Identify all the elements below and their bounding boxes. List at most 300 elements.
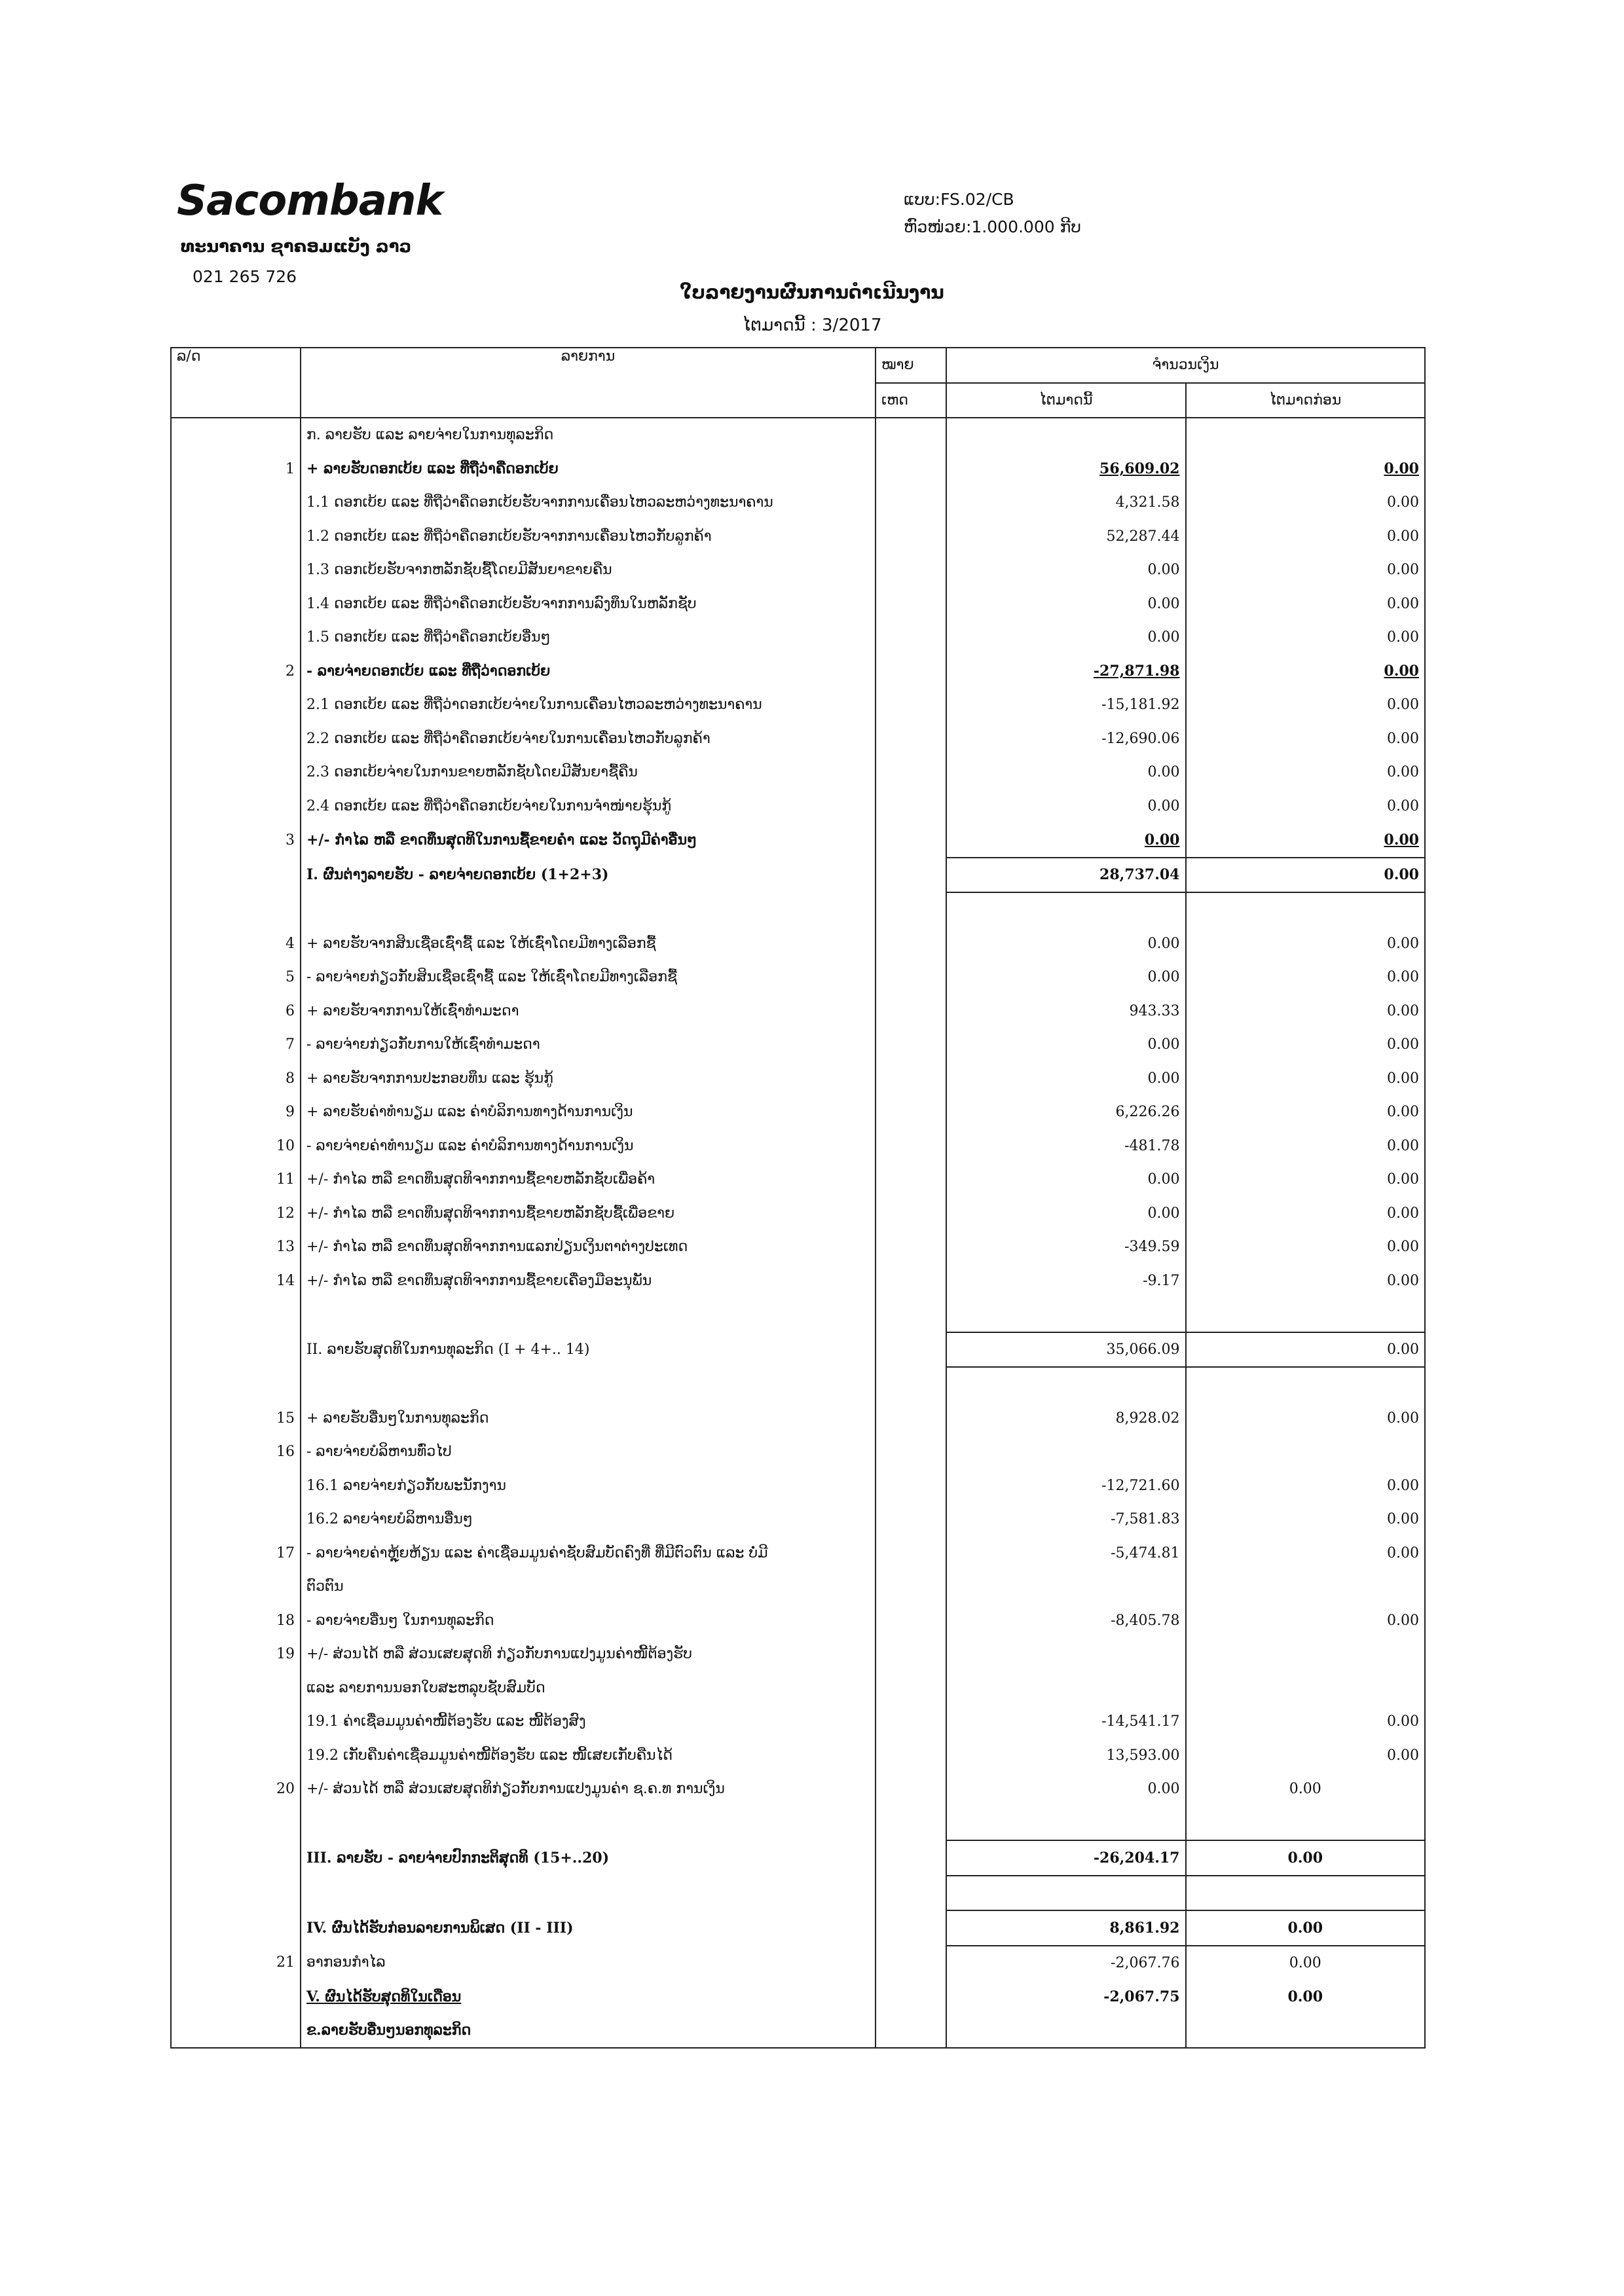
row-note <box>876 1806 946 1841</box>
row-description-text: III. ລາຍຮັບ - ລາຍຈ່າຍປົກກະຕິສຸດທິ (15+..20) <box>306 1849 610 1867</box>
row-note <box>876 1197 946 1231</box>
row-current-value <box>946 994 1186 1029</box>
row-current-value-text: -7,581.83 <box>1111 1511 1180 1528</box>
row-number <box>171 1163 301 1197</box>
row-description-text: 2.4 ດອກເບ້ຍ ແລະ ທີ່ຖືວ່າຄືດອກເບ້ຍຈ່າຍໃນການຈຳໜ່າຍຮຸ້ນກູ້ <box>306 797 672 814</box>
row-note <box>876 1537 946 1571</box>
row-number <box>171 418 301 452</box>
row-description-text: IV. ຜົນໄດ້ຮັບກ່ອນລາຍການພິເສດ (II - III) <box>306 1919 574 1937</box>
row-previous-value-text: 0.00 <box>1387 629 1419 646</box>
row-number-text: 3 <box>286 831 295 848</box>
header-note-2: ເຫດ <box>876 383 946 418</box>
row-description <box>301 790 876 824</box>
row-previous-value-text: 0.00 <box>1387 1713 1419 1730</box>
row-previous-value-text: 0.00 <box>1387 562 1419 579</box>
row-note <box>876 1402 946 1436</box>
table-row <box>171 960 1425 994</box>
row-description-text: ກ. ລາຍຮັບ ແລະ ລາຍຈ່າຍໃນການທຸລະກິດ <box>306 427 554 444</box>
row-note <box>876 1739 946 1773</box>
row-number-text: 8 <box>286 1070 295 1087</box>
row-description <box>301 1604 876 1638</box>
row-current-value <box>946 1332 1186 1368</box>
row-number <box>171 1402 301 1436</box>
row-previous-value-text: 0.00 <box>1387 1205 1419 1222</box>
row-current-value <box>946 722 1186 756</box>
row-description <box>301 1230 876 1264</box>
row-description <box>301 892 876 927</box>
row-note <box>876 1946 946 1980</box>
row-number-text: 9 <box>286 1104 295 1121</box>
row-previous-value-text: 0.00 <box>1384 663 1419 680</box>
row-current-value <box>946 823 1186 858</box>
row-description-text: ອາກອນກຳໄລ <box>306 1954 386 1971</box>
row-number <box>171 1570 301 1604</box>
row-description <box>301 994 876 1029</box>
row-current-value <box>946 1197 1186 1231</box>
row-current-value-text: 28,737.04 <box>1099 866 1180 884</box>
row-note <box>876 621 946 655</box>
row-description-text: 1.2 ດອກເບ້ຍ ແລະ ທີ່ຖືວ່າຄືດອກເບ້ຍຮັບຈາກການເຄື່ອນໄຫວກັບລູກຄ້າ <box>306 528 712 545</box>
table-row <box>171 892 1425 927</box>
row-current-value-text: 0.00 <box>1147 1036 1180 1053</box>
row-description <box>301 960 876 994</box>
row-note <box>876 2014 946 2049</box>
row-note <box>876 520 946 554</box>
row-current-value <box>946 1129 1186 1163</box>
row-previous-value-text: 0.00 <box>1387 595 1419 612</box>
row-previous-value <box>1186 520 1426 554</box>
table-row <box>171 452 1425 486</box>
row-current-value-text: 4,321.58 <box>1115 494 1180 511</box>
row-description-text: - ລາຍຈ່າຍກ່ຽວກັບການໃຫ້ເຊົ່າທຳມະດາ <box>306 1036 540 1053</box>
row-description-text: + ລາຍຮັບຄ່າທຳນຽມ ແລະ ຄ່າບໍລິການທາງດ້ານການເງິນ <box>306 1104 633 1121</box>
row-number <box>171 1435 301 1469</box>
row-previous-value <box>1186 1264 1426 1298</box>
row-note <box>876 823 946 858</box>
row-previous-value <box>1186 1129 1426 1163</box>
row-note <box>876 1840 946 1876</box>
row-current-value <box>946 486 1186 520</box>
row-previous-value <box>1186 1197 1426 1231</box>
row-current-value <box>946 1637 1186 1671</box>
row-number <box>171 1637 301 1671</box>
row-note <box>876 1876 946 1911</box>
row-number <box>171 1062 301 1096</box>
row-current-value-text: 0.00 <box>1147 595 1180 612</box>
row-number <box>171 1537 301 1571</box>
row-number <box>171 1806 301 1841</box>
row-previous-value-text: 0.00 <box>1387 1612 1419 1629</box>
row-previous-value-text: 0.00 <box>1289 1781 1321 1798</box>
row-current-value-text: 8,928.02 <box>1115 1410 1180 1427</box>
table-row <box>171 1604 1425 1638</box>
row-current-value <box>946 1840 1186 1876</box>
row-number <box>171 1230 301 1264</box>
table-row <box>171 858 1425 893</box>
row-description-text: - ລາຍຈ່າຍຄ່າທຳນຽມ ແລະ ຄ່າບໍລິການທາງດ້ານການເງິນ <box>306 1137 634 1154</box>
row-previous-value-text: 0.00 <box>1387 730 1419 747</box>
row-current-value <box>946 1062 1186 1096</box>
row-number <box>171 1469 301 1503</box>
row-previous-value <box>1186 1230 1426 1264</box>
row-number <box>171 960 301 994</box>
row-description <box>301 1946 876 1980</box>
row-previous-value <box>1186 1469 1426 1503</box>
header-note: ໝາຍ <box>876 348 946 383</box>
row-current-value <box>946 892 1186 927</box>
row-previous-value <box>1186 994 1426 1029</box>
row-previous-value-text: 0.00 <box>1387 697 1419 714</box>
row-number-text: 15 <box>276 1410 295 1427</box>
row-current-value-text: 0.00 <box>1147 969 1180 986</box>
row-current-value-text: -5,474.81 <box>1111 1544 1180 1561</box>
row-previous-value <box>1186 1637 1426 1671</box>
row-previous-value-text: 0.00 <box>1387 1511 1419 1528</box>
table-row <box>171 927 1425 961</box>
row-description <box>301 1980 876 2014</box>
row-current-value <box>946 1876 1186 1911</box>
table-row <box>171 1537 1425 1571</box>
table-row <box>171 1469 1425 1503</box>
row-current-value-text: -12,690.06 <box>1101 730 1180 747</box>
row-number-text: 1 <box>286 460 295 477</box>
row-current-value <box>946 1469 1186 1503</box>
row-description <box>301 452 876 486</box>
table-row <box>171 1062 1425 1096</box>
row-description-text: 19.1 ຄ່າເຊື່ອມມູນຄ່າໜີ້ຕ້ອງຮັບ ແລະ ໜີ້ຕ້ອງສົງ <box>306 1713 586 1730</box>
row-previous-value-text: 0.00 <box>1287 1988 1323 2005</box>
row-previous-value-text: 0.00 <box>1289 1954 1321 1971</box>
row-number <box>171 1946 301 1980</box>
row-current-value <box>946 1435 1186 1469</box>
row-current-value <box>946 1910 1186 1946</box>
table-row <box>171 1163 1425 1197</box>
row-description <box>301 1503 876 1537</box>
row-previous-value <box>1186 722 1426 756</box>
table-row <box>171 823 1425 858</box>
row-number-text: 17 <box>276 1544 295 1561</box>
row-description-text: 1.5 ດອກເບ້ຍ ແລະ ທີ່ຖືວ່າຄືດອກເບ້ຍອື່ນໆ <box>306 629 551 646</box>
row-current-value-text: 0.00 <box>1147 797 1180 814</box>
row-description-text: ແລະ ລາຍການນອກໃບສະຫລຸບຊັບສົມບັດ <box>306 1679 545 1696</box>
row-description <box>301 688 876 722</box>
row-note <box>876 1637 946 1671</box>
row-current-value <box>946 1739 1186 1773</box>
row-current-value-text: 6,226.26 <box>1115 1104 1180 1121</box>
row-note <box>876 1503 946 1537</box>
row-number <box>171 790 301 824</box>
row-previous-value <box>1186 1435 1426 1469</box>
bank-name-lao: ທະນາຄານ ຊາຄອມແບັງ ລາວ <box>181 237 412 257</box>
row-description <box>301 1772 876 1806</box>
row-previous-value-text: 0.00 <box>1387 1544 1419 1561</box>
row-current-value-text: 0.00 <box>1147 1070 1180 1087</box>
form-code: ແບບ:FS.02/CB <box>904 190 1014 209</box>
row-number-text: 6 <box>286 1002 295 1019</box>
row-previous-value <box>1186 1367 1426 1402</box>
row-previous-value <box>1186 858 1426 893</box>
row-description-text: +/- ສ່ວນໄດ້ ຫລື ສ່ວນເສຍສຸດທິ ກ່ຽວກັບການແປງມູນຄ່າໜີ້ຕ້ອງຮັບ <box>306 1646 692 1663</box>
row-current-value-text: 0.00 <box>1147 1171 1180 1188</box>
row-description <box>301 1367 876 1402</box>
row-description-text: 2.3 ດອກເບ້ຍຈ່າຍໃນການຂາຍຫລັກຊັບໂດຍມີສັນຍາຊື້ຄືນ <box>306 764 638 781</box>
row-description <box>301 1671 876 1705</box>
row-number-text: 13 <box>276 1239 295 1256</box>
row-description <box>301 823 876 858</box>
row-description <box>301 1840 876 1876</box>
row-number-text: 12 <box>276 1205 295 1222</box>
header-amount: ຈຳນວນເງິນ <box>946 348 1425 383</box>
row-previous-value <box>1186 553 1426 587</box>
row-previous-value <box>1186 1772 1426 1806</box>
row-number-text: 18 <box>276 1612 295 1629</box>
row-previous-value-text: 0.00 <box>1387 764 1419 781</box>
row-description <box>301 1469 876 1503</box>
row-number <box>171 823 301 858</box>
row-current-value-text: -27,871.98 <box>1093 663 1180 680</box>
row-previous-value-text: 0.00 <box>1387 1104 1419 1121</box>
row-previous-value-text: 0.00 <box>1387 1070 1419 1087</box>
row-description <box>301 1739 876 1773</box>
row-note <box>876 927 946 961</box>
row-note <box>876 722 946 756</box>
row-description-text: 16.1 ລາຍຈ່າຍກ່ຽວກັບພະນັກງານ <box>306 1477 507 1494</box>
row-current-value <box>946 1570 1186 1604</box>
row-description-text: 16.2 ລາຍຈ່າຍບໍລິຫານອື່ນໆ <box>306 1511 473 1528</box>
row-previous-value <box>1186 1910 1426 1946</box>
row-description <box>301 858 876 893</box>
table-row <box>171 1503 1425 1537</box>
row-previous-value-text: 0.00 <box>1387 935 1419 952</box>
row-previous-value <box>1186 1402 1426 1436</box>
row-previous-value <box>1186 790 1426 824</box>
row-description-text: +/- ກຳໄລ ຫລື ຂາດທຶນສຸດທິຈາກການຊື້ຂາຍເຄື່ອງມືອະນຸພັນ <box>306 1272 652 1289</box>
row-description-text: - ລາຍຈ່າຍດອກເບ້ຍ ແລະ ທີ່ຖືວ່າດອກເບ້ຍ <box>306 663 551 680</box>
row-note <box>876 553 946 587</box>
row-description-text: +/- ກຳໄລ ຫລື ຂາດທຶນສຸດທິຈາກການແລກປ່ຽນເງິນຕາຕ່າງປະເທດ <box>306 1239 688 1256</box>
row-description <box>301 756 876 790</box>
row-current-value-text: -9.17 <box>1143 1272 1180 1289</box>
row-previous-value <box>1186 1570 1426 1604</box>
header-current: ໄຕມາດນີ້ <box>946 383 1186 418</box>
row-previous-value <box>1186 1671 1426 1705</box>
row-current-value-text: 0.00 <box>1147 935 1180 952</box>
row-previous-value <box>1186 1298 1426 1332</box>
row-note <box>876 1129 946 1163</box>
row-description <box>301 1095 876 1129</box>
row-current-value <box>946 1537 1186 1571</box>
row-number <box>171 1772 301 1806</box>
table-row <box>171 1980 1425 2014</box>
table-row <box>171 1637 1425 1671</box>
row-previous-value-text: 0.00 <box>1384 866 1419 884</box>
row-previous-value-text: 0.00 <box>1387 494 1419 511</box>
row-previous-value-text: 0.00 <box>1387 1137 1419 1154</box>
row-previous-value <box>1186 486 1426 520</box>
row-previous-value <box>1186 823 1426 858</box>
row-description-text: 1.1 ດອກເບ້ຍ ແລະ ທີ່ຖືວ່າຄືດອກເບ້ຍຮັບຈາກການເຄື່ອນໄຫວລະຫວ່າງທະນາຄານ <box>306 494 773 511</box>
table-row <box>171 621 1425 655</box>
row-number <box>171 892 301 927</box>
table-row <box>171 1806 1425 1841</box>
row-previous-value <box>1186 1840 1426 1876</box>
row-current-value-text: -481.78 <box>1124 1137 1180 1154</box>
row-number-text: 14 <box>276 1272 295 1289</box>
row-note <box>876 1435 946 1469</box>
row-number <box>171 1604 301 1638</box>
report-period: ໄຕມາດນີ້ : 3/2017 <box>742 316 882 335</box>
table-row <box>171 1230 1425 1264</box>
row-note <box>876 655 946 689</box>
row-current-value <box>946 621 1186 655</box>
row-previous-value <box>1186 1163 1426 1197</box>
row-number <box>171 1095 301 1129</box>
table-row <box>171 1671 1425 1705</box>
row-number <box>171 587 301 621</box>
row-number <box>171 1129 301 1163</box>
row-note <box>876 587 946 621</box>
row-note <box>876 756 946 790</box>
row-note <box>876 1772 946 1806</box>
table-row <box>171 486 1425 520</box>
row-previous-value-text: 0.00 <box>1387 1239 1419 1256</box>
row-description <box>301 418 876 452</box>
bank-phone: 021 265 726 <box>193 267 297 286</box>
row-previous-value <box>1186 1095 1426 1129</box>
row-description-text: II. ລາຍຮັບສຸດທິໃນການທຸລະກິດ (I + 4+.. 14) <box>306 1341 590 1358</box>
row-number <box>171 452 301 486</box>
row-current-value-text: -15,181.92 <box>1101 697 1180 714</box>
row-description-text: 2.2 ດອກເບ້ຍ ແລະ ທີ່ຖືວ່າຄືດອກເບ້ຍຈ່າຍໃນການເຄື່ອນໄຫວກັບລູກຄ້າ <box>306 730 710 747</box>
row-note <box>876 688 946 722</box>
row-current-value <box>946 1772 1186 1806</box>
row-description-text: +/- ກຳໄລ ຫລື ຂາດທຶນສຸດທິຈາກການຊື້ຂາຍຫລັກຊັບເພື່ອຄ້າ <box>306 1171 655 1188</box>
row-description <box>301 1129 876 1163</box>
row-number <box>171 1705 301 1739</box>
row-description <box>301 1537 876 1571</box>
row-description <box>301 621 876 655</box>
row-description <box>301 1570 876 1604</box>
row-previous-value <box>1186 1739 1426 1773</box>
row-number <box>171 927 301 961</box>
row-number-text: 11 <box>276 1171 295 1188</box>
row-number <box>171 1739 301 1773</box>
table-row <box>171 655 1425 689</box>
row-current-value <box>946 1264 1186 1298</box>
row-number <box>171 756 301 790</box>
row-note <box>876 1604 946 1638</box>
row-previous-value <box>1186 1946 1426 1980</box>
row-number <box>171 1910 301 1946</box>
row-description <box>301 1806 876 1841</box>
row-previous-value <box>1186 587 1426 621</box>
row-number <box>171 520 301 554</box>
row-previous-value-text: 0.00 <box>1387 1341 1419 1358</box>
row-description-text: 2.1 ດອກເບ້ຍ ແລະ ທີ່ຖືວ່າດອກເບ້ຍຈ່າຍໃນການເຄື່ອນໄຫວລະຫວ່າງທະນາຄານ <box>306 697 762 714</box>
table-row <box>171 1739 1425 1773</box>
row-previous-value <box>1186 1604 1426 1638</box>
row-current-value-text: -349.59 <box>1124 1239 1180 1256</box>
row-note <box>876 1367 946 1402</box>
row-note <box>876 1705 946 1739</box>
table-row <box>171 1705 1425 1739</box>
table-row <box>171 1095 1425 1129</box>
row-description <box>301 520 876 554</box>
row-previous-value-text: 0.00 <box>1387 1477 1419 1494</box>
table-row <box>171 553 1425 587</box>
row-description-text: +/- ສ່ວນໄດ້ ຫລື ສ່ວນເສຍສຸດທິກ່ຽວກັບການແປງມູນຄ່າ ຊ.ຄ.ທ ການເງິນ <box>306 1781 725 1798</box>
row-description-text: + ລາຍຮັບຈາກສິນເຊື່ອເຊົ່າຊື້ ແລະ ໃຫ້ເຊົ່າໂດຍມີທາງເລືອກຊື້ <box>306 935 656 952</box>
header-previous: ໄຕມາດກ່ອນ <box>1186 383 1426 418</box>
row-number-text: 4 <box>286 935 295 952</box>
row-current-value <box>946 688 1186 722</box>
row-description <box>301 486 876 520</box>
table-row <box>171 1910 1425 1946</box>
row-current-value <box>946 655 1186 689</box>
row-previous-value <box>1186 1537 1426 1571</box>
row-number <box>171 2014 301 2049</box>
row-current-value <box>946 553 1186 587</box>
row-description-text: V. ຜົນໄດ້ຮັບສຸດທິໃນເດືອນ <box>306 1988 462 2005</box>
row-number <box>171 553 301 587</box>
row-description <box>301 1402 876 1436</box>
row-number-text: 7 <box>286 1036 295 1053</box>
row-description <box>301 1876 876 1911</box>
row-number-text: 21 <box>276 1954 295 1971</box>
table-row <box>171 587 1425 621</box>
row-note <box>876 1095 946 1129</box>
row-current-value <box>946 1946 1186 1980</box>
row-description <box>301 1163 876 1197</box>
row-number-text: 16 <box>276 1444 295 1461</box>
row-description-text: 19.2 ເກັບຄືນຄ່າເຊື່ອມມູນຄ່າໜີ້ຕ້ອງຮັບ ແລະ ໜີ້ເສຍເກັບຄືນໄດ້ <box>306 1747 673 1764</box>
row-description <box>301 1264 876 1298</box>
table-row <box>171 418 1425 452</box>
row-description-text: ຕົວຕົນ <box>306 1578 344 1595</box>
row-note <box>876 1230 946 1264</box>
row-description <box>301 1637 876 1671</box>
row-number <box>171 1876 301 1911</box>
row-previous-value <box>1186 1332 1426 1368</box>
row-description-text: ຂ.ລາຍຮັບອື່ນໆນອກທຸລະກິດ <box>306 2022 471 2039</box>
row-description-text: + ລາຍຮັບຈາກການໃຫ້ເຊົ່າທຳມະດາ <box>306 1002 519 1019</box>
row-number-text: 20 <box>276 1781 295 1798</box>
row-previous-value <box>1186 927 1426 961</box>
row-current-value-text: 8,861.92 <box>1109 1919 1180 1937</box>
header-no: ລ/ດ <box>171 348 301 418</box>
row-current-value <box>946 520 1186 554</box>
row-description <box>301 1062 876 1096</box>
row-description <box>301 587 876 621</box>
table-row <box>171 790 1425 824</box>
row-current-value-text: -2,067.75 <box>1103 1988 1180 2005</box>
row-description-text: 1.3 ດອກເບ້ຍຮັບຈາກຫລັກຊັບຊື້ໂດຍມີສັນຍາຂາຍຄືນ <box>306 562 612 579</box>
row-note <box>876 1332 946 1368</box>
row-current-value <box>946 587 1186 621</box>
row-number <box>171 858 301 893</box>
row-note <box>876 1570 946 1604</box>
currency-unit: ຫົວໜ່ວຍ:1.000.000 ກີບ <box>904 217 1081 236</box>
table-row <box>171 1876 1425 1911</box>
row-current-value <box>946 927 1186 961</box>
table-row <box>171 520 1425 554</box>
row-current-value-text: 0.00 <box>1147 1205 1180 1222</box>
table-row <box>171 2014 1425 2049</box>
row-previous-value <box>1186 452 1426 486</box>
table-row <box>171 1840 1425 1876</box>
row-previous-value-text: 0.00 <box>1287 1849 1323 1867</box>
row-description <box>301 1332 876 1368</box>
